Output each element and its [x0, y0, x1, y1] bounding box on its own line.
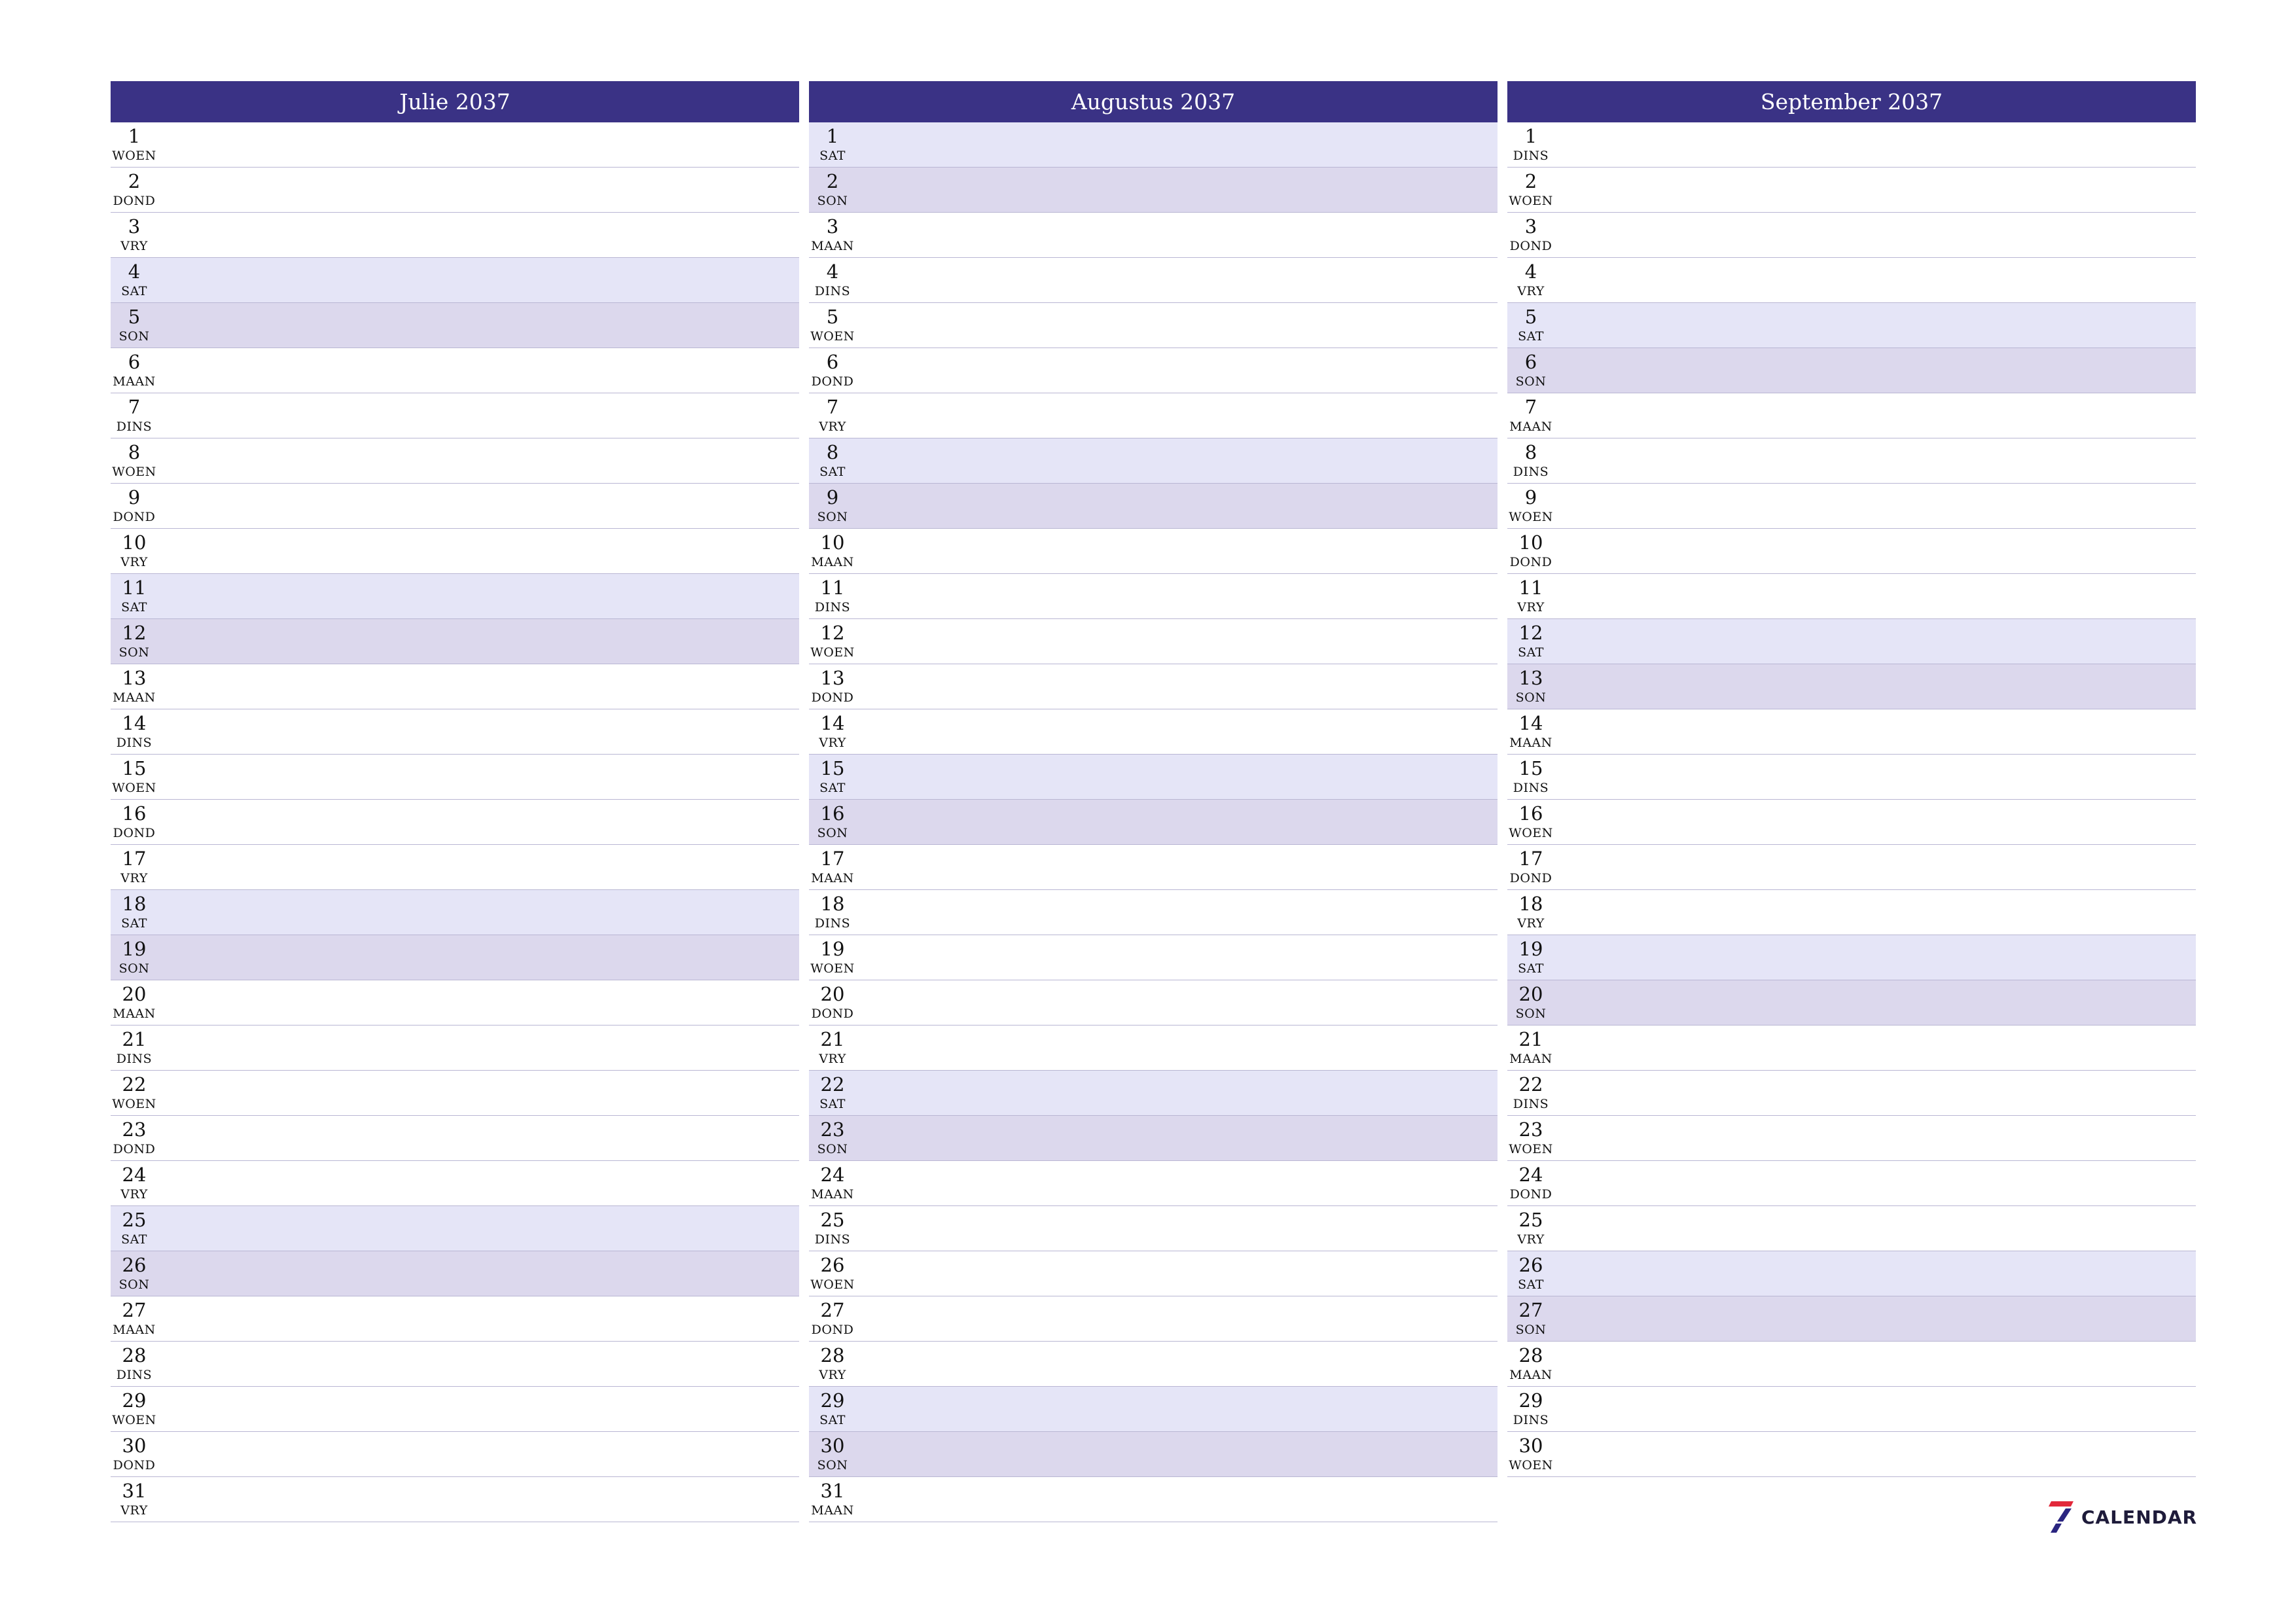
weekday-label: MAAN: [811, 871, 854, 885]
day-row: [809, 213, 1498, 258]
weekday-label: SON: [1515, 374, 1547, 389]
weekday-label: SAT: [819, 1413, 846, 1427]
day-number: 19: [820, 938, 845, 960]
day-number: 28: [820, 1344, 845, 1366]
weekday-label: SON: [118, 1277, 150, 1292]
day-row: [1507, 1432, 2196, 1477]
month-title: September 2037: [1507, 81, 2196, 122]
day-number: 22: [122, 1073, 147, 1096]
day-number: 3: [826, 215, 839, 238]
logo-text: CALENDAR: [2081, 1506, 2198, 1528]
weekday-label: WOEN: [112, 465, 156, 479]
weekday-label: SON: [118, 329, 150, 344]
day-number: 9: [1524, 486, 1537, 508]
day-row: [111, 890, 799, 935]
weekday-label: WOEN: [1509, 826, 1553, 840]
weekday-label: MAAN: [811, 239, 854, 253]
day-number: 21: [1518, 1028, 1543, 1050]
day-number: 20: [122, 983, 147, 1005]
day-number: 7: [1524, 396, 1537, 418]
day-row: [809, 1296, 1498, 1342]
weekday-label: MAAN: [113, 374, 156, 389]
weekday-label: WOEN: [1509, 510, 1553, 524]
day-row: [111, 1296, 799, 1342]
day-row: [1507, 303, 2196, 348]
day-number: 8: [826, 441, 839, 463]
day-number: 15: [1518, 757, 1543, 779]
day-number: 25: [122, 1209, 147, 1231]
weekday-label: MAAN: [811, 555, 854, 569]
day-number: 14: [1518, 712, 1543, 734]
weekday-label: DOND: [811, 374, 854, 389]
day-number: 20: [820, 983, 845, 1005]
day-row: [1507, 1161, 2196, 1206]
day-number: 21: [820, 1028, 845, 1050]
day-number: 31: [820, 1480, 845, 1502]
day-row: [809, 168, 1498, 213]
weekday-label: SAT: [819, 1097, 846, 1111]
day-row: [1507, 1026, 2196, 1071]
day-row: [1507, 664, 2196, 709]
day-number: 29: [122, 1389, 147, 1412]
day-number: 10: [122, 531, 147, 554]
weekday-label: VRY: [819, 419, 846, 434]
weekday-label: DOND: [1509, 1187, 1552, 1202]
day-row: [111, 348, 799, 393]
day-row: [111, 1071, 799, 1116]
day-number: 10: [820, 531, 845, 554]
weekday-label: DINS: [814, 284, 851, 298]
day-number: 13: [820, 667, 845, 689]
day-row: [111, 1116, 799, 1161]
weekday-label: MAAN: [1509, 1368, 1552, 1382]
day-number: 16: [1518, 802, 1543, 825]
day-number: 15: [122, 757, 147, 779]
day-row: [1507, 438, 2196, 484]
day-row: [111, 303, 799, 348]
day-row: [1507, 709, 2196, 755]
day-number: 29: [1518, 1389, 1543, 1412]
day-number: 17: [122, 847, 147, 870]
day-row: [809, 574, 1498, 619]
weekday-label: DOND: [1509, 555, 1552, 569]
day-row: [111, 619, 799, 664]
weekday-label: DINS: [116, 736, 152, 750]
day-row: [809, 1116, 1498, 1161]
day-number: 22: [1518, 1073, 1543, 1096]
day-number: 5: [826, 306, 839, 328]
weekday-label: MAAN: [1509, 736, 1552, 750]
day-row: [1507, 213, 2196, 258]
day-number: 6: [128, 351, 141, 373]
day-row: [809, 755, 1498, 800]
day-row: [111, 709, 799, 755]
day-number: 30: [122, 1435, 147, 1457]
weekday-label: DOND: [113, 1458, 156, 1472]
weekday-label: MAAN: [1509, 419, 1552, 434]
weekday-label: DOND: [811, 690, 854, 705]
day-row: [809, 1026, 1498, 1071]
day-row: [809, 484, 1498, 529]
day-row: [111, 1251, 799, 1296]
day-row: [1507, 168, 2196, 213]
weekday-label: SON: [1515, 1323, 1547, 1337]
weekday-label: VRY: [1517, 1232, 1545, 1247]
day-number: 2: [1524, 170, 1537, 192]
day-row: [1507, 258, 2196, 303]
day-row: [111, 484, 799, 529]
month-title: Julie 2037: [111, 81, 799, 122]
weekday-label: WOEN: [1509, 1458, 1553, 1472]
day-row: [809, 935, 1498, 980]
day-row: [111, 800, 799, 845]
day-row: [111, 980, 799, 1026]
day-row: [111, 1477, 799, 1522]
day-number: 23: [1518, 1118, 1543, 1141]
day-row: [809, 1432, 1498, 1477]
day-row: [1507, 529, 2196, 574]
day-row: [1507, 1116, 2196, 1161]
weekday-label: SON: [817, 194, 848, 208]
weekday-label: WOEN: [810, 645, 855, 660]
day-number: 27: [1518, 1299, 1543, 1321]
weekday-label: DOND: [811, 1007, 854, 1021]
weekday-label: MAAN: [113, 1007, 156, 1021]
day-row: [1507, 348, 2196, 393]
weekday-label: SAT: [1518, 329, 1544, 344]
day-row: [1507, 1387, 2196, 1432]
day-number: 13: [1518, 667, 1543, 689]
day-number: 28: [1518, 1344, 1543, 1366]
day-row: [1507, 619, 2196, 664]
weekday-label: VRY: [120, 1503, 148, 1518]
day-row: [809, 122, 1498, 168]
day-number: 18: [122, 893, 147, 915]
day-number: 8: [1524, 441, 1537, 463]
day-row: [809, 529, 1498, 574]
day-row: [809, 619, 1498, 664]
day-number: 4: [128, 260, 141, 283]
weekday-label: SON: [817, 1142, 848, 1156]
day-number: 3: [128, 215, 141, 238]
day-row: [1507, 1206, 2196, 1251]
day-row: [111, 258, 799, 303]
day-row: [1507, 1296, 2196, 1342]
day-row: [1507, 1251, 2196, 1296]
weekday-label: WOEN: [810, 1277, 855, 1292]
weekday-label: DINS: [116, 419, 152, 434]
day-number: 19: [122, 938, 147, 960]
day-number: 16: [820, 802, 845, 825]
day-row: [111, 845, 799, 890]
weekday-label: SAT: [121, 916, 147, 931]
day-number: 26: [122, 1254, 147, 1276]
day-number: 25: [820, 1209, 845, 1231]
day-number: 19: [1518, 938, 1543, 960]
weekday-label: SAT: [121, 600, 147, 615]
day-number: 13: [122, 667, 147, 689]
weekday-label: DINS: [1513, 1413, 1549, 1427]
weekday-label: SON: [817, 510, 848, 524]
weekday-label: DINS: [116, 1368, 152, 1382]
brand-logo: [2047, 1499, 2197, 1535]
day-number: 2: [128, 170, 141, 192]
weekday-label: DINS: [814, 600, 851, 615]
day-number: 27: [820, 1299, 845, 1321]
day-number: 23: [122, 1118, 147, 1141]
weekday-label: SAT: [121, 284, 147, 298]
day-row: [111, 168, 799, 213]
day-number: 3: [1524, 215, 1537, 238]
day-row: [111, 1206, 799, 1251]
day-number: 11: [820, 577, 845, 599]
day-number: 6: [826, 351, 839, 373]
weekday-label: VRY: [1517, 600, 1545, 615]
day-row: [809, 348, 1498, 393]
day-number: 18: [1518, 893, 1543, 915]
weekday-label: SON: [817, 826, 848, 840]
month-title: Augustus 2037: [809, 81, 1498, 122]
day-number: 12: [820, 622, 845, 644]
day-row: [1507, 800, 2196, 845]
day-row: [111, 529, 799, 574]
weekday-label: DINS: [116, 1052, 152, 1066]
day-number: 16: [122, 802, 147, 825]
day-number: 26: [1518, 1254, 1543, 1276]
day-list: [111, 122, 799, 1522]
weekday-label: MAAN: [811, 1503, 854, 1518]
weekday-label: DINS: [1513, 149, 1549, 163]
day-number: 30: [1518, 1435, 1543, 1457]
day-number: 12: [122, 622, 147, 644]
day-number: 21: [122, 1028, 147, 1050]
day-row: [809, 1071, 1498, 1116]
day-number: 9: [128, 486, 141, 508]
day-number: 5: [1524, 306, 1537, 328]
day-row: [809, 393, 1498, 438]
day-row: [809, 1477, 1498, 1522]
day-number: 11: [1518, 577, 1543, 599]
weekday-label: SAT: [819, 465, 846, 479]
weekday-label: MAAN: [113, 1323, 156, 1337]
day-number: 12: [1518, 622, 1543, 644]
weekday-label: DOND: [1509, 239, 1552, 253]
day-row: [809, 1387, 1498, 1432]
weekday-label: DOND: [811, 1323, 854, 1337]
month-column-august: [809, 81, 1498, 1522]
day-row: [809, 438, 1498, 484]
day-number: 1: [1524, 125, 1537, 147]
day-number: 4: [826, 260, 839, 283]
weekday-label: SON: [817, 1458, 848, 1472]
weekday-label: VRY: [819, 1368, 846, 1382]
weekday-label: DOND: [113, 510, 156, 524]
day-row: [809, 664, 1498, 709]
weekday-label: VRY: [1517, 284, 1545, 298]
weekday-label: MAAN: [113, 690, 156, 705]
day-row: [111, 213, 799, 258]
day-number: 6: [1524, 351, 1537, 373]
day-row: [111, 1026, 799, 1071]
weekday-label: SON: [118, 645, 150, 660]
weekday-label: DOND: [113, 826, 156, 840]
weekday-label: WOEN: [810, 329, 855, 344]
weekday-label: SAT: [1518, 645, 1544, 660]
day-row: [111, 438, 799, 484]
weekday-label: SON: [118, 961, 150, 976]
day-row: [111, 664, 799, 709]
day-number: 1: [128, 125, 141, 147]
day-number: 18: [820, 893, 845, 915]
day-row: [809, 1161, 1498, 1206]
day-row: [1507, 1342, 2196, 1387]
day-number: 28: [122, 1344, 147, 1366]
day-row: [111, 1342, 799, 1387]
day-number: 14: [122, 712, 147, 734]
day-number: 8: [128, 441, 141, 463]
day-number: 29: [820, 1389, 845, 1412]
day-row: [809, 1251, 1498, 1296]
day-number: 11: [122, 577, 147, 599]
day-number: 24: [122, 1164, 147, 1186]
day-number: 22: [820, 1073, 845, 1096]
weekday-label: DOND: [1509, 871, 1552, 885]
day-number: 20: [1518, 983, 1543, 1005]
weekday-label: DINS: [1513, 1097, 1549, 1111]
day-number: 26: [820, 1254, 845, 1276]
day-number: 5: [128, 306, 141, 328]
day-row: [1507, 122, 2196, 168]
weekday-label: VRY: [120, 555, 148, 569]
day-row: [809, 800, 1498, 845]
day-number: 17: [1518, 847, 1543, 870]
day-row: [111, 574, 799, 619]
day-list: [809, 122, 1498, 1522]
weekday-label: SAT: [1518, 1277, 1544, 1292]
day-row: [809, 709, 1498, 755]
day-number: 7: [128, 396, 141, 418]
months-container: [111, 81, 2185, 1547]
day-number: 24: [820, 1164, 845, 1186]
day-row: [1507, 755, 2196, 800]
weekday-label: DINS: [814, 916, 851, 931]
day-row: [1507, 484, 2196, 529]
day-number: 7: [826, 396, 839, 418]
day-row: [111, 1387, 799, 1432]
day-number: 15: [820, 757, 845, 779]
weekday-label: VRY: [1517, 916, 1545, 931]
day-row: [809, 303, 1498, 348]
weekday-label: WOEN: [112, 1097, 156, 1111]
day-number: 24: [1518, 1164, 1543, 1186]
month-column-september: [1507, 81, 2196, 1477]
weekday-label: MAAN: [811, 1187, 854, 1202]
day-row: [1507, 845, 2196, 890]
weekday-label: SAT: [819, 149, 846, 163]
weekday-label: WOEN: [1509, 1142, 1553, 1156]
weekday-label: WOEN: [1509, 194, 1553, 208]
day-row: [1507, 574, 2196, 619]
day-row: [809, 1342, 1498, 1387]
weekday-label: DOND: [113, 1142, 156, 1156]
day-number: 30: [820, 1435, 845, 1457]
day-row: [1507, 980, 2196, 1026]
day-row: [111, 122, 799, 168]
day-row: [111, 935, 799, 980]
day-row: [1507, 890, 2196, 935]
day-row: [1507, 935, 2196, 980]
day-list: [1507, 122, 2196, 1477]
day-row: [111, 1161, 799, 1206]
seven-logo-icon: [2047, 1499, 2076, 1535]
weekday-label: SON: [1515, 1007, 1547, 1021]
weekday-label: DINS: [1513, 465, 1549, 479]
day-row: [809, 845, 1498, 890]
month-column-july: [111, 81, 799, 1522]
weekday-label: WOEN: [112, 1413, 156, 1427]
day-number: 1: [826, 125, 839, 147]
day-row: [809, 1206, 1498, 1251]
day-row: [809, 980, 1498, 1026]
day-number: 4: [1524, 260, 1537, 283]
day-number: 23: [820, 1118, 845, 1141]
day-row: [1507, 1071, 2196, 1116]
day-number: 9: [826, 486, 839, 508]
weekday-label: SAT: [819, 781, 846, 795]
weekday-label: VRY: [120, 1187, 148, 1202]
day-number: 10: [1518, 531, 1543, 554]
weekday-label: VRY: [120, 239, 148, 253]
weekday-label: DOND: [113, 194, 156, 208]
day-number: 31: [122, 1480, 147, 1502]
day-number: 2: [826, 170, 839, 192]
weekday-label: WOEN: [112, 781, 156, 795]
day-number: 17: [820, 847, 845, 870]
day-number: 14: [820, 712, 845, 734]
day-row: [111, 393, 799, 438]
day-row: [1507, 393, 2196, 438]
weekday-label: SAT: [1518, 961, 1544, 976]
weekday-label: WOEN: [112, 149, 156, 163]
day-number: 25: [1518, 1209, 1543, 1231]
weekday-label: SAT: [121, 1232, 147, 1247]
day-row: [111, 1432, 799, 1477]
weekday-label: VRY: [819, 736, 846, 750]
weekday-label: WOEN: [810, 961, 855, 976]
day-number: 27: [122, 1299, 147, 1321]
weekday-label: SON: [1515, 690, 1547, 705]
weekday-label: DINS: [814, 1232, 851, 1247]
weekday-label: DINS: [1513, 781, 1549, 795]
day-row: [809, 890, 1498, 935]
day-row: [809, 258, 1498, 303]
weekday-label: VRY: [819, 1052, 846, 1066]
weekday-label: VRY: [120, 871, 148, 885]
day-row: [111, 755, 799, 800]
weekday-label: MAAN: [1509, 1052, 1552, 1066]
